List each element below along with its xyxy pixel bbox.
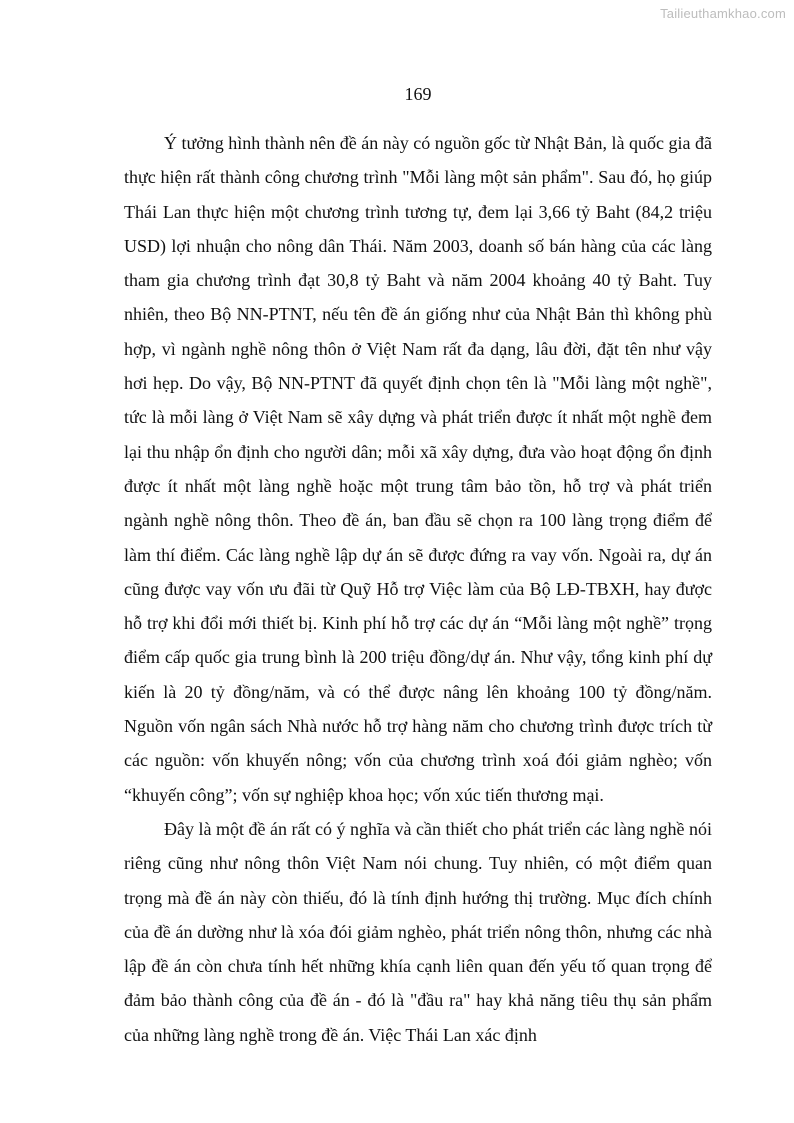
- document-body: [124, 126, 712, 1052]
- paragraph-1: Ý tưởng hình thành nên đề án này có nguồn gốc từ Nhật Bản, là quốc gia đã thực hiện rất thành công chương trình "Mỗi làng một sản phẩm". Sau đó, họ giúp Thái Lan thực hiện một chương trình tương tự, đem lại 3,66 tỷ Baht (84,2 triệu USD) lợi nhuận cho nông dân Thái. Năm 2003, doanh số bán hàng của các làng tham gia chương trình đạt 30,8 tỷ Baht và năm 2004 khoảng 40 tỷ Baht. Tuy nhiên, theo Bộ NN-PTNT, nếu tên đề án giống như của Nhật Bản thì không phù hợp, vì ngành nghề nông thôn ở Việt Nam rất đa dạng, lâu đời, đặt tên như vậy hơi hẹp. Do vậy, Bộ NN-PTNT đã quyết định chọn tên là "Mỗi làng một nghề", tức là mỗi làng ở Việt Nam sẽ xây dựng và phát triển được ít nhất một nghề đem lại thu nhập ổn định cho người dân; mỗi xã xây dựng, đưa vào hoạt động ổn định được ít nhất một làng nghề hoặc một trung tâm bảo tồn, hỗ trợ và phát triển ngành nghề nông thôn. Theo đề án, ban đầu sẽ chọn ra 100 làng trọng điểm để làm thí điểm. Các làng nghề lập dự án sẽ được đứng ra vay vốn. Ngoài ra, dự án cũng được vay vốn ưu đãi từ Quỹ Hỗ trợ Việc làm của Bộ LĐ-TBXH, hay được hỗ trợ khi đổi mới thiết bị. Kinh phí hỗ trợ các dự án “Mỗi làng một nghề” trọng điểm cấp quốc gia trung bình là 200 triệu đồng/dự án. Như vậy, tổng kinh phí dự kiến là 20 tỷ đồng/năm, và có thể được nâng lên khoảng 100 tỷ đồng/năm. Nguồn vốn ngân sách Nhà nước hỗ trợ hàng năm cho chương trình được trích từ các nguồn: vốn khuyến nông; vốn của chương trình xoá đói giảm nghèo; vốn “khuyến công”; vốn sự nghiệp khoa học; vốn xúc tiến thương mại.: [124, 133, 712, 805]
- watermark-text: Tailieuthamkhao.com: [660, 6, 786, 21]
- paragraph-2: Đây là một đề án rất có ý nghĩa và cần thiết cho phát triển các làng nghề nói riêng cũng như nông thôn Việt Nam nói chung. Tuy nhiên, có một điểm quan trọng mà đề án này còn thiếu, đó là tính định hướng thị trường. Mục đích chính của đề án dường như là xóa đói giảm nghèo, phát triển nông thôn, nhưng các nhà lập đề án còn chưa tính hết những khía cạnh liên quan đến yếu tố quan trọng để đảm bảo thành công của đề án - đó là "đầu ra" hay khả năng tiêu thụ sản phẩm của những làng nghề trong đề án. Việc Thái Lan xác định: [124, 818, 712, 1045]
- page-number: 169: [404, 84, 432, 104]
